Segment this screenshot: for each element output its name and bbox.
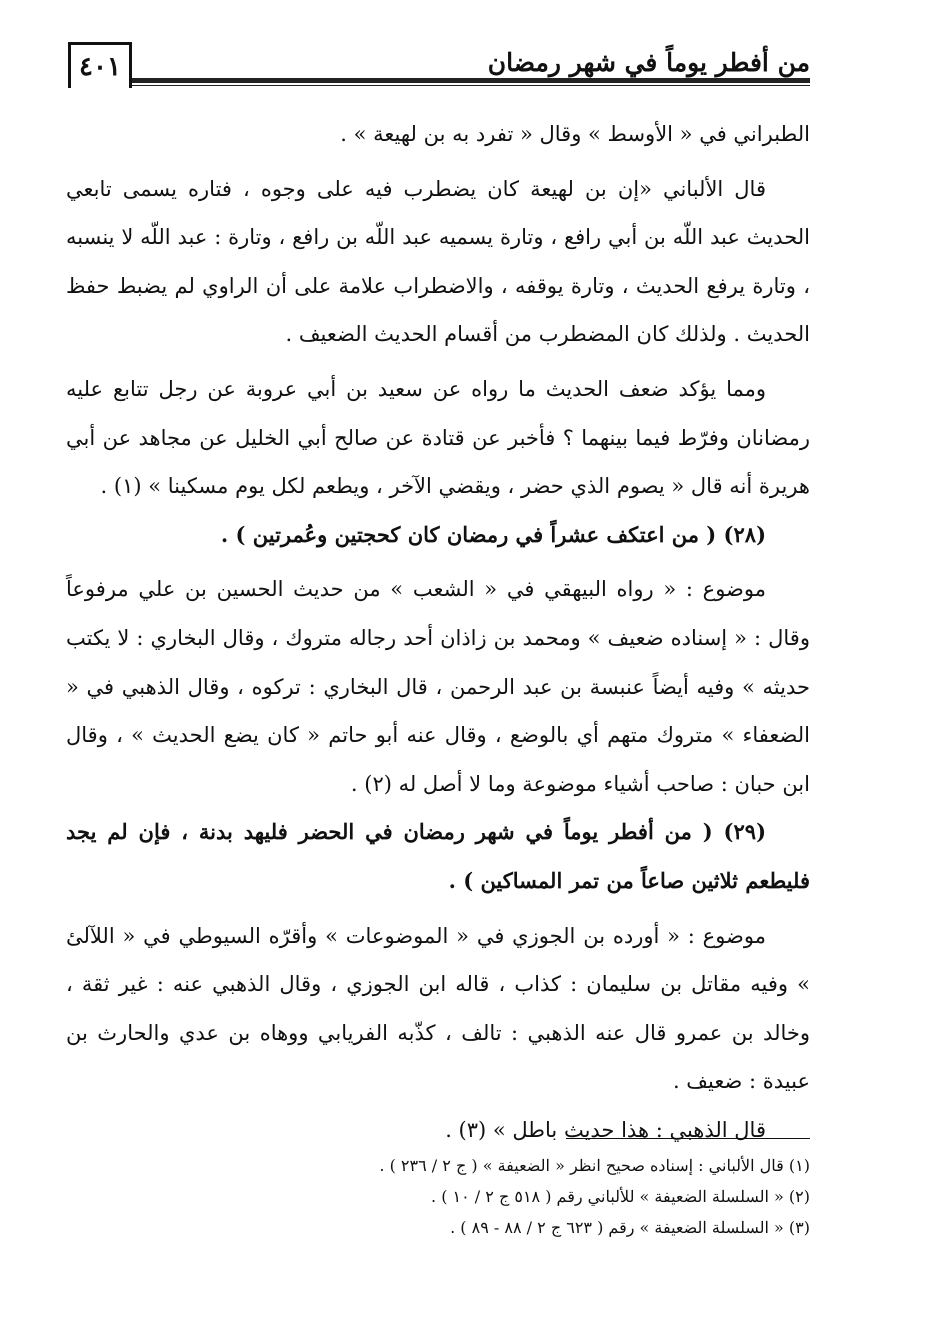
paragraph-2: قال الألباني «إن بن لهيعة كان يضطرب فيه على وجوه ، فتاره يسمى تابعي الحديث عبد اللّه بن أبي رافع ، وتارة يسميه عبد اللّه بن رافع ، وتارة : عبد اللّه لا ينسبه ، وتارة يرفع الحديث ، وتارة يوقفه ، والاضطراب علامة على أن الراوي لم يضبط حفظ الحديث . ولذلك كان المضطرب من أقسام الحديث الضعيف .: [66, 176, 810, 347]
paragraph-6: قال الذهبي : هذا حديث باطل » (٣) .: [445, 1117, 766, 1142]
page-header: [62, 34, 810, 88]
footnote-3: (٣) « السلسلة الضعيفة » رقم ( ٦٢٣ ج ٢ / ٨٨ - ٨٩ ) .: [450, 1218, 810, 1237]
running-title: من أفطر يوماً في شهر رمضان: [487, 48, 810, 77]
paragraph-5: موضوع : « أورده بن الجوزي في « الموضوعات » وأقرّه السيوطي في « اللآلئ » وفيه مقاتل بن سليمان : كذاب ، قاله ابن الجوزي ، وقال الذهبي عنه : غير ثقة ، وخالد بن عمرو قال عنه الذهبي : تالف ، كذّبه الفريابي ووهاه بن عدي والحارث بن عبيدة : ضعيف .: [66, 923, 810, 1094]
header-rule: [132, 78, 810, 86]
hadith-heading-28: (٢٨) ( من اعتكف عشراً في رمضان كان كحجتين وعُمرتين ) .: [220, 521, 766, 547]
paragraph-4: موضوع : « رواه البيهقي في « الشعب » من حديث الحسين بن علي مرفوعاً وقال : « إسناده ضعيف » ومحمد بن زاذان أحد رجاله متروك ، وقال البخاري : لا يكتب حديثه » وفيه أيضاً عنبسة بن عبد الرحمن ، قال البخاري : تركوه ، وقال الذهبي في « الضعفاء » متروك متهم أي بالوضع ، وقال عنه أبو حاتم « كان يضع الحديث » ، وقال ابن حبان : صاحب أشياء موضوعة وما لا أصل له (٢) .: [66, 577, 810, 796]
hadith-heading-29: (٢٩) ( من أفطر يوماً في شهر رمضان في الحضر فليهد بدنة ، فإن لم يجد فليطعم ثلاثين صاعاً من تمر المساكين ) .: [66, 819, 810, 893]
paragraph-1: الطبراني في « الأوسط » وقال « تفرد به بن لهيعة » .: [340, 122, 810, 146]
main-text: [66, 110, 810, 1154]
footnote-1: (١) قال الألباني : إسناده صحيح انظر « الضعيفة » ( ج ٢ / ٢٣٦ ) .: [379, 1156, 810, 1175]
footnote-divider: [566, 1138, 810, 1139]
page-number: ٤٠١: [68, 42, 132, 88]
footnotes: [300, 1150, 810, 1243]
footnote-2: (٢) « السلسلة الضعيفة » للألباني رقم ( ٥١٨ ج ٢ / ١٠ ) .: [431, 1187, 810, 1206]
paragraph-3: ومما يؤكد ضعف الحديث ما رواه عن سعيد بن أبي عروبة عن رجل تتابع عليه رمضانان وفرّط فيما بينهما ؟ فأخبر عن قتادة عن صالح أبي الخليل عن مجاهد عن أبي هريرة أنه قال « يصوم الذي حضر ، ويقضي الآخر ، ويطعم لكل يوم مسكينا » (١) .: [66, 376, 810, 499]
